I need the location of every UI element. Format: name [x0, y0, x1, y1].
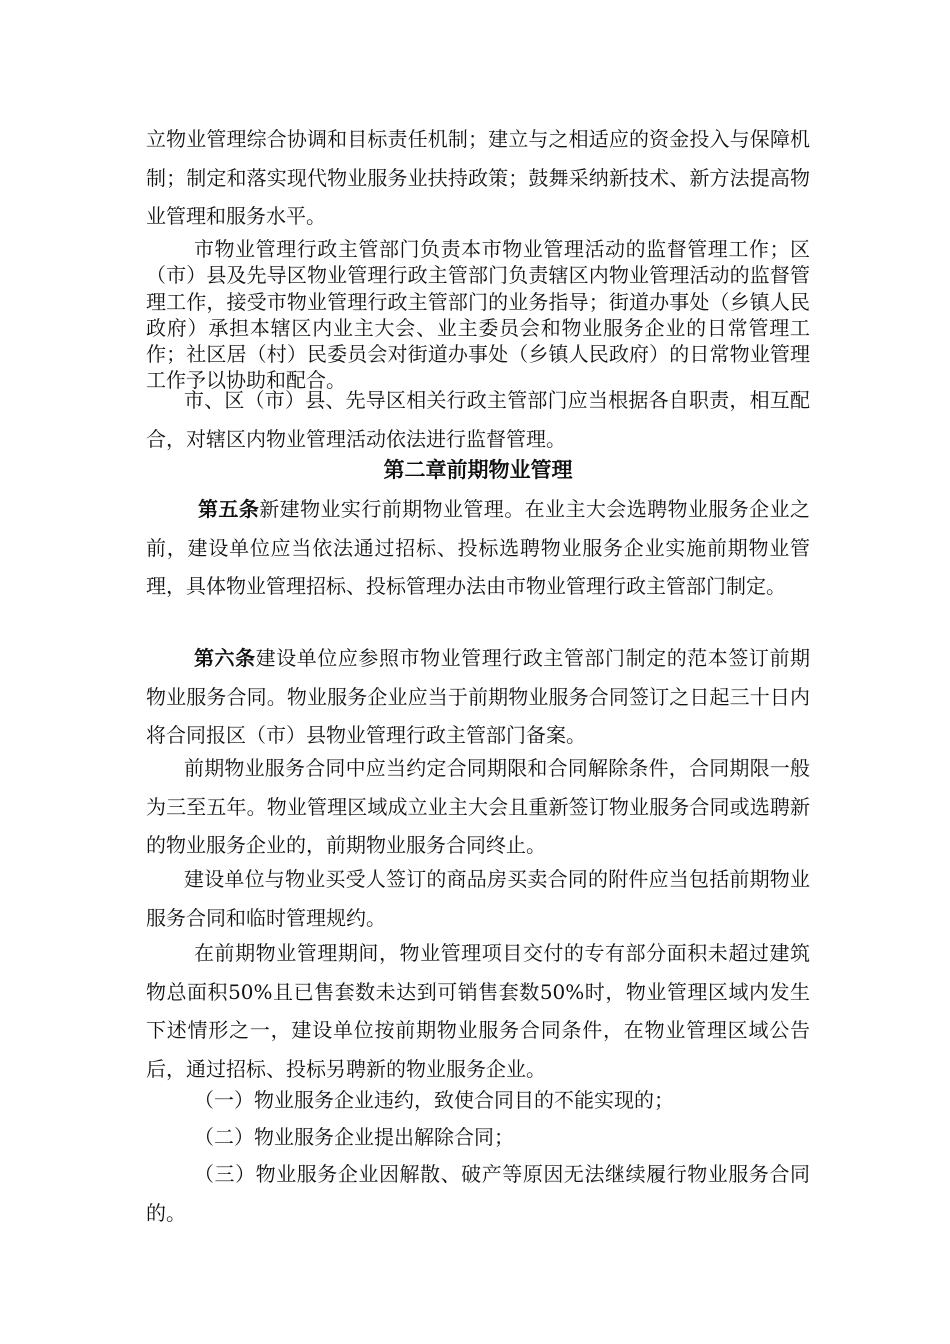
chapter-title: 第二章前期物业管理 [383, 457, 573, 482]
article-5-text: 新建物业实行前期物业管理。在业主大会选聘物业服务企业之前，建设单位应当依法通过招标、投标选聘物业服务企业实施前期物业管理，具体物业管理招标、投标管理办法由市物业管理行政主管部门制定。 [146, 497, 811, 598]
paragraph-cooperation: 市、区（市）县、先导区相关行政主管部门应当根据各自职责，相互配合，对辖区内物业管理活动依法进行监督管理。 [146, 388, 810, 451]
paragraph-replacement-conditions: 在前期物业管理期间，物业管理项目交付的专有部分面积未超过建筑物总面积50%且已售套数未达到可销售套数50%时，物业管理区域内发生下述情形之一，建设单位按前期物业服务合同条件，在物业管理区域公告后，通过招标、投标另聘新的物业服务企业。 [146, 941, 810, 1081]
paragraph-intro-continuation: 立物业管理综合协调和目标责任机制；建立与之相适应的资金投入与保障机制；制定和落实现代物业服务业扶持政策；鼓舞采纳新技术、新方法提高物业管理和服务水平。 [146, 127, 810, 228]
paragraph-authority-duties: 市物业管理行政主管部门负责本市物业管理活动的监督管理工作；区（市）县及先导区物业管理行政主管部门负责辖区内物业管理活动的监督管理工作，接受市物业管理行政主管部门的业务指导；街道办事处（乡镇人民政府）承担本辖区内业主大会、业主委员会和物业服务企业的日常管理工作；社区居（村）民委员会对街道办事处（乡镇人民政府）的日常物业管理工作予以协助和配合。 [146, 237, 810, 393]
article-6 [146, 639, 810, 755]
list-item-1: （一）物业服务企业违约，致使合同目的不能实现的； [194, 1088, 674, 1112]
paragraph-contract-attachment: 建设单位与物业买受人签订的商品房买卖合同的附件应当包括前期物业服务合同和临时管理规约。 [146, 867, 810, 930]
article-6-text: 建设单位应参照市物业管理行政主管部门制定的范本签订前期物业服务合同。物业服务企业应当于前期物业服务合同签订之日起三十日内将合同报区（市）县物业管理行政主管部门备案。 [146, 646, 811, 747]
paragraph-contract-term: 前期物业服务合同中应当约定合同期限和合同解除条件，合同期限一般为三至五年。物业管理区域成立业主大会且重新签订物业服务合同或选聘新的物业服务企业的，前期物业服务合同终止。 [146, 756, 810, 857]
article-5-label: 第五条 [198, 497, 260, 521]
article-5 [146, 490, 810, 606]
list-item-2: （二）物业服务企业提出解除合同； [194, 1125, 514, 1149]
article-6-label: 第六条 [194, 646, 256, 670]
list-item-3: （三）物业服务企业因解散、破产等原因无法继续履行物业服务合同的。 [146, 1162, 810, 1225]
